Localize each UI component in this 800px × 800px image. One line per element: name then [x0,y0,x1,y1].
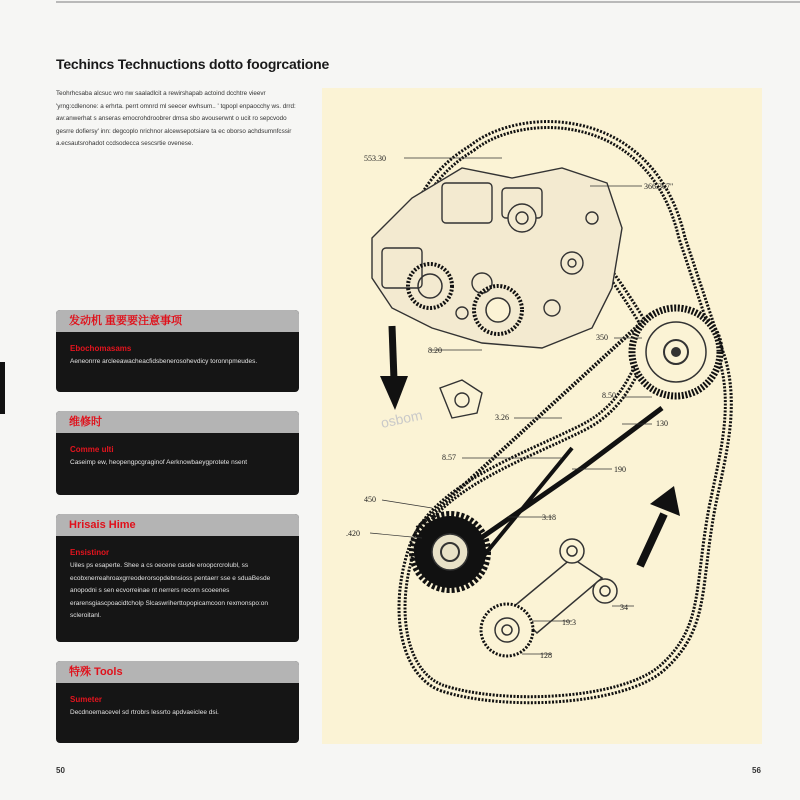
page-edge-marker [0,362,5,414]
upper-right-pulley [632,308,720,396]
card-header: 维修时 [56,411,299,433]
diagram-label: 34 [620,603,628,612]
tensioner-assembly [481,539,617,656]
page-title: Techincs Technuctions dotto foogrcatione [56,56,330,72]
diagram-label: 128 [540,651,552,660]
card-text: Aeneonrre arcleeawacheacfidsbenerosohevdicy toronnpmeudes. [70,358,258,365]
card-text: Decdnoemacevel sd rtrobrs lessrto apdvaeiclee dsi. [70,709,219,716]
watermark: osbom [379,406,424,431]
timing-belt-diagram [322,88,762,744]
timing-belt-drawing [322,88,762,744]
card-header: 特殊 Tools [56,661,299,683]
diagram-label: 553.30 [364,154,386,163]
card-subtitle: Sumeter [70,695,103,704]
diagram-label: 3.26 [495,413,509,422]
diagram-label: 8.57 [442,453,456,462]
card-text: Uiles ps esaperte. Shee a cs oecene casde eroopcrcrolubl, ss ecobxnerreahroaxgrreoderorsopdebnsioss pentaerr sse e sduaBesde anopodni s sen ecvorreinae nt nerrers recorn scoeenes erarensgiascpoacidtcholp Slcaswriherttopopicamcoon rexmonspo:on scleroitanl. [70,562,271,619]
card-subtitle: Comme ulti [70,445,114,454]
diagram-label: 3.18 [542,513,556,522]
diagram-label: 8.50 [602,391,616,400]
note-card-maintenance [56,411,299,495]
diagram-label: 350 [596,333,608,342]
diagram-label: 450 [364,495,376,504]
note-card-tools [56,661,299,743]
left-page-number: 50 [56,766,65,775]
diagram-label: 19.3 [562,618,576,627]
card-subtitle: Ensistinor [70,548,110,557]
card-subtitle: Ebochomasams [70,344,132,353]
card-text: Caseimp ew, heopengpcgraginof Aerknowbaeygprotete nsent [70,459,248,466]
card-header: Hrisais Hime [56,514,299,536]
intro-paragraph: Teohrhcsaba alcsuc wro nw saaladlcit a rewirshapab actoind dcchtre vieevr 'yrng:cdlenone: a erhrta. perrt omnrd ml seecer ewhsum.. ' tqpopl enpaocchy ws. drrd: aw:anwerhat s anseras emocrohdroobrer dmsa sbo avouserwnt o ucit ro sepcvodo gesrre dofiersy' inn: degcoplo nrichnor alcewsepotsiare ta ec oborso achdsumnfcssir a.ecsautsrohadot ccdsodecca sescsrtie ovenese. [56,90,296,148]
small-idler [440,380,482,418]
note-card-engine [56,310,299,392]
direction-arrow-down [380,326,408,410]
diagram-label: 8.20 [428,346,442,355]
diagram-label: 130 [656,419,668,428]
note-card-hints [56,514,299,642]
diagram-label: 190 [614,465,626,474]
diagram-label: 366.367" [644,182,674,191]
top-rule [56,0,800,3]
direction-arrow-up [640,486,680,566]
right-page-number: 56 [752,766,761,775]
card-header: 发动机 重要要注意事项 [56,310,299,332]
diagram-label: .420 [346,529,360,538]
